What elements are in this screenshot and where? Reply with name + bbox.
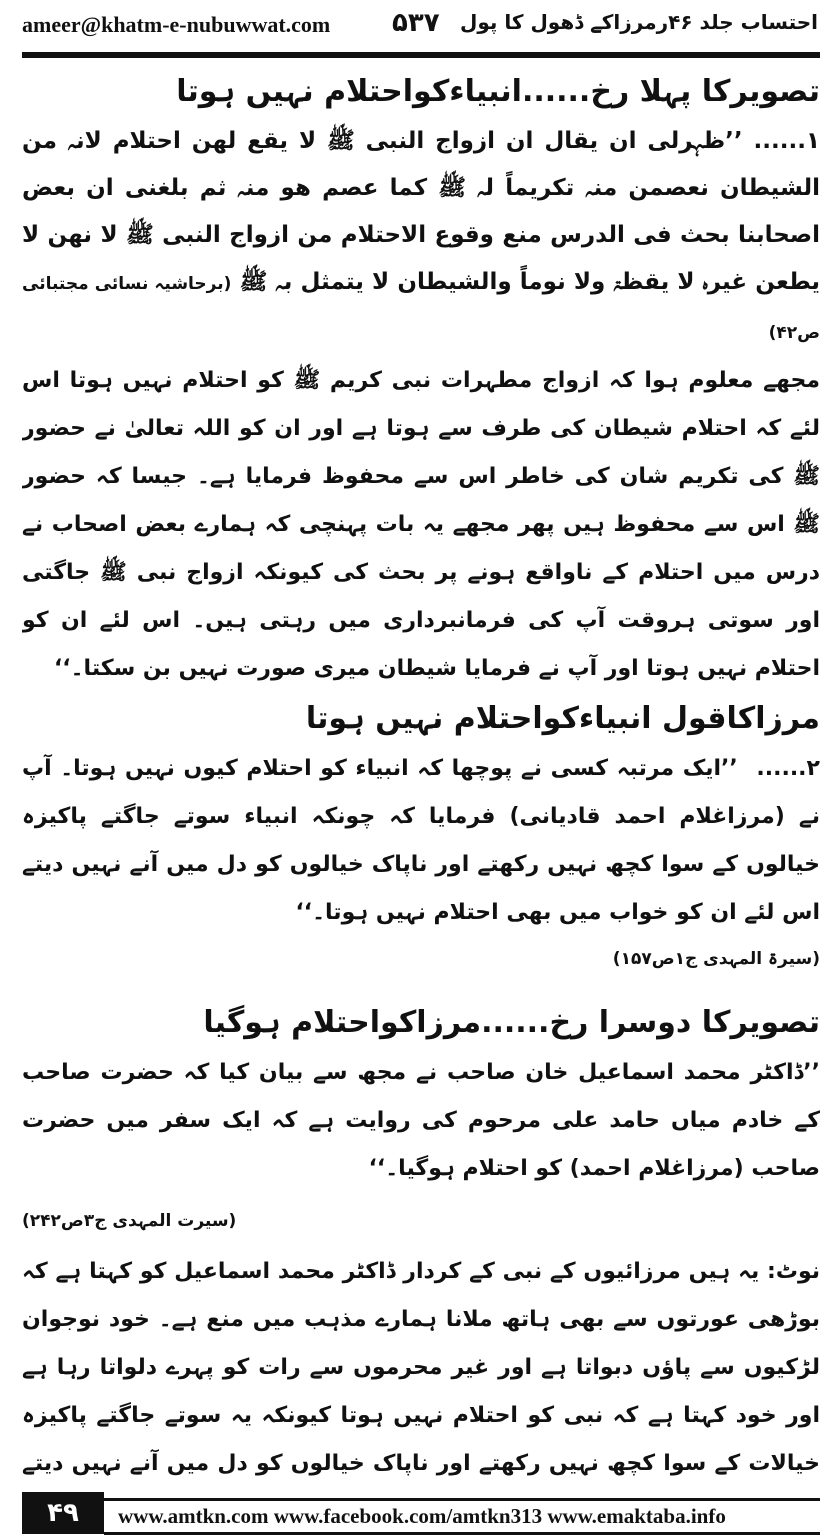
header-email: ameer@khatm-e-nubuwwat.com — [22, 12, 331, 37]
section1-arabic-reference: (برحاشیہ نسائی مجتبائی ص۴۲) — [22, 274, 820, 343]
footer-links: www.amtkn.com www.facebook.com/amtkn313 www.emaktaba.info — [118, 1504, 726, 1528]
running-head: احتساب جلد ۴۶رمرزاکے ڈھول کا پول — [459, 10, 818, 34]
header-page-number: ۵۳۷ — [392, 8, 440, 38]
section1-heading: تصویرکا پہلا رخ......انبیاءکواحتلام نہیں ہوتا — [176, 74, 820, 109]
section1-urdu-translation: مجھے معلوم ہوا کہ ازواج مطہرات نبی کریم ﷺ کو احتلام نہیں ہوتا اس لئے کہ احتلام شیطان کی طرف سے ہوتا ہے اور ان کو اللہ تعالیٰ نے حضور ﷺ کی تکریم شان کی خاطر اس سے محفوظ فرمایا ہے۔ جیسا کہ حضور ﷺ اس سے محفوظ ہیں پھر مجھے یہ بات پہنچی کہ ہمارے بعض اصحاب نے درس میں احتلام کے ناواقع ہونے پر بحث کی کیونکہ ازواج نبی ﷺ جاگتی اور سوتی ہروقت آپ کی فرمانبرداری میں رہتی ہیں۔ اس لئے ان کو احتلام نہیں ہوتا اور آپ نے فرمایا شیطان میری صورت نہیں بن سکتا۔‘‘ — [22, 368, 820, 681]
section2-heading: مرزاکاقول انبیاءکواحتلام نہیں ہوتا — [305, 701, 820, 736]
section2-reference: (سیرۃ المہدی ج۱ص۱۵۷) — [612, 949, 820, 969]
section2-para-number: ۲...... — [756, 756, 820, 781]
section3-note: نوٹ: یہ ہیں مرزائیوں کے نبی کے کردار ڈاکٹر محمد اسماعیل کو کہتا ہے کہ بوڑھی عورتوں سے بھی ہاتھ ملانا ہمارے مذہب میں منع ہے۔ خود نوجوان لڑکیوں سے پاؤں دبواتا ہے اور غیر محرموں سے رات کو پہرے دلواتا رہا ہے اور خود کہتا ہے کہ نبی کو احتلام نہیں ہوتا کیونکہ یہ سوتے جاگتے پاکیزہ خیالات کے سوا کچھ نہیں رکھتے اور ناپاک خیالوں کو دل میں آنے نہیں دیتے — [22, 1259, 820, 1476]
header-rule — [22, 52, 820, 58]
footer-rule-top — [104, 1498, 820, 1501]
page-body — [22, 66, 820, 1476]
footer-page-number: ۴۹ — [22, 1492, 104, 1534]
section1-para-number: ۱...... — [753, 128, 820, 154]
section2-quote — [22, 745, 820, 937]
section3-quote: ’’ڈاکٹر محمد اسماعیل خان صاحب نے مجھ سے بیان کیا کہ حضرت صاحب کے خادم میاں حامد علی مرحوم کی روایت ہے کہ ایک سفر میں حضرت صاحب (مرزاغلام احمد) کو احتلام ہوگیا۔‘‘ — [22, 1060, 820, 1181]
page-footer — [22, 1492, 820, 1536]
footer-rule-bottom — [104, 1532, 820, 1535]
section1-arabic-text: ’’ظہرلی ان یقال ان ازواج النبی ﷺ لا یقع لھن احتلام لانہ من الشیطان نعصمن منہ تکریماً لہ ﷺ کما عصم ھو منہ ثم بلغنی ان بعض اصحابنا بحث فی الدرس منع وقوع الاحتلام من ازواج النبی ﷺ لا نھن لا یطعن غیرہ لا یقظۃ ولا نوماً والشیطان لا یتمثل بہ ﷺ — [22, 128, 820, 295]
section3-heading: تصویرکا دوسرا رخ......مرزاکواحتلام ہوگیا — [203, 1005, 820, 1040]
section1-arabic-quote — [22, 118, 820, 357]
section2-text: ’’ایک مرتبہ کسی نے پوچھا کہ انبیاء کو احتلام کیوں نہیں ہوتا۔ آپ نے (مرزاغلام احمد قادیانی) فرمایا کہ چونکہ انبیاء سوتے جاگتے پاکیزہ خیالوں کے سوا کچھ نہیں رکھتے اور ناپاک خیالوں کو دل میں آنے نہیں دیتے اس لئے ان کو خواب میں بھی احتلام نہیں ہوتا۔‘‘ — [22, 756, 820, 925]
page-header — [0, 0, 840, 52]
section3-reference: (سیرت المہدی ج۳ص۲۴۲) — [22, 1211, 237, 1231]
